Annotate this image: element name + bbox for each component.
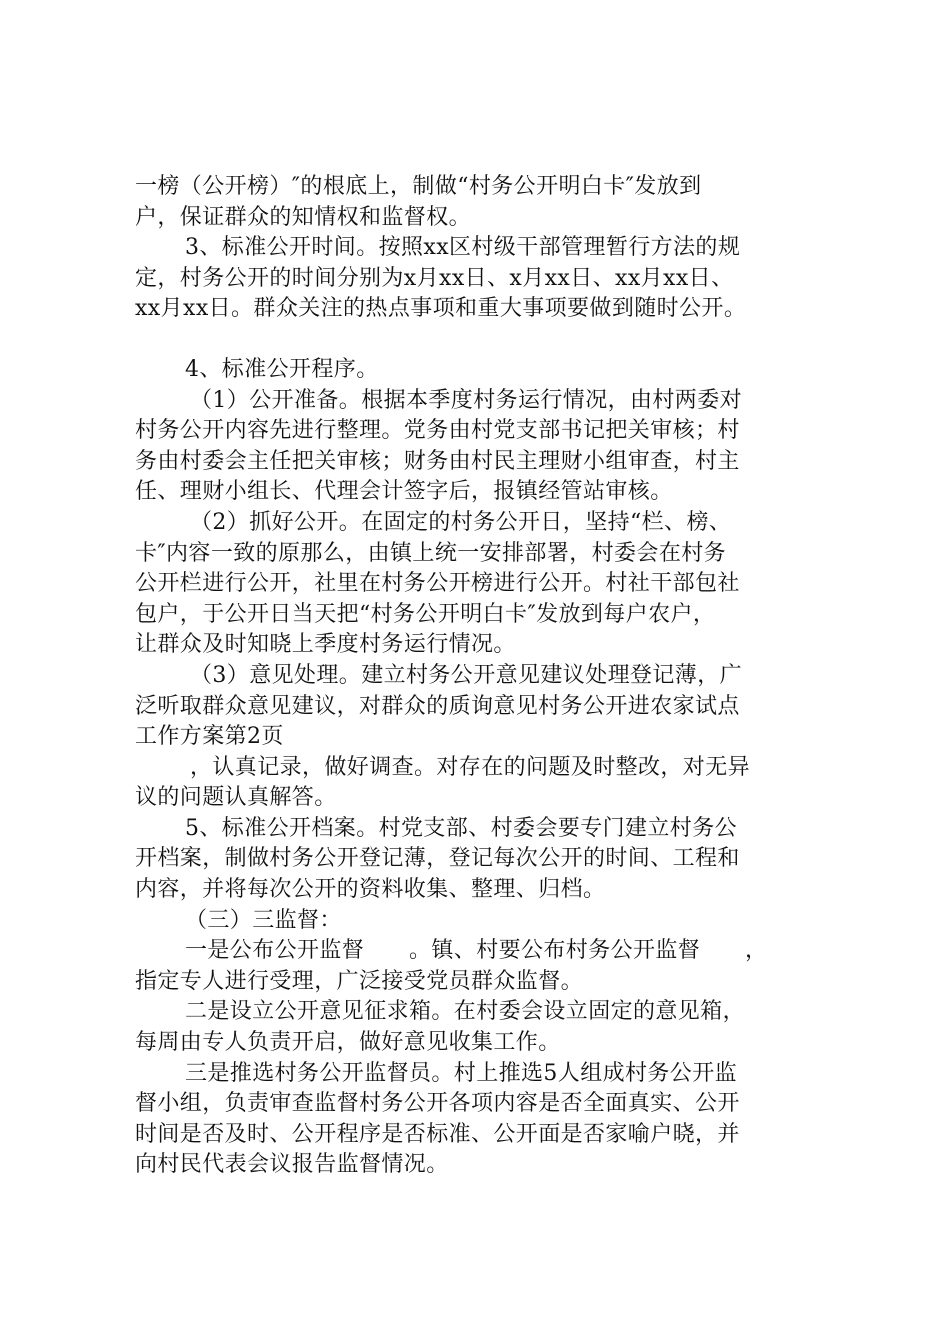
text-line: 三是推选村务公开监督员。村上推选5人组成村务公开监 [185,1060,737,1086]
text-line: 内容，并将每次公开的资料收集、整理、归档。 [135,877,606,903]
text-line: 包户，于公开日当天把“村务公开明白卡″发放到每户农户， [135,601,716,627]
text-line: 督小组，负责审查监督村务公开各项内容是否全面真实、公开 [135,1091,740,1117]
text-line: 卡″内容一致的原那么，由镇上统一安排部署，村委会在村务 [135,540,727,566]
text-line: 定，村务公开的时间分别为x月xx日、x月xx日、xx月xx日、 [135,265,734,291]
text-line: 工作方案第2页 [135,724,284,750]
paragraph-gap [135,325,835,355]
text-line: （1）公开准备。根据本季度村务运行情况，由村两委对 [190,387,742,413]
text-line: 4、标准公开程序。 [185,356,379,382]
text-line: 公开栏进行公开，社里在村务公开榜进行公开。村社干部包社 [135,571,740,597]
text-line: 指定专人进行受理，广泛接受党员群众监督。 [135,968,584,994]
text-line: （3）意见处理。建立村务公开意见建议处理登记薄，广 [190,662,742,688]
text-line: 务由村委会主任把关审核；财务由村民主理财小组审查，村主 [135,448,740,474]
text-line: 村务公开内容先进行整理。党务由村党支部书记把关审核；村 [135,418,740,444]
text-line: （三）三监督： [185,907,342,933]
document-body [135,172,835,1181]
text-line: 泛听取群众意见建议，对群众的质询意见村务公开进农家试点 [135,693,740,719]
text-line: 让群众及时知晓上季度村务运行情况。 [135,632,516,658]
text-line: 开档案，制做村务公开登记薄，登记每次公开的时间、工程和 [135,846,740,872]
text-line: 每周由专人负责开启，做好意见收集工作。 [135,1030,561,1056]
text-line: 3、标准公开时间。按照xx区村级干部管理暂行方法的规 [185,235,741,261]
text-line: ，认真记录，做好调查。对存在的问题及时整改，对无异 [190,754,751,780]
text-line: 任、理财小组长、代理会计签字后，报镇经管站审核。 [135,479,673,505]
text-line: 向村民代表会议报告监督情况。 [135,1152,449,1178]
text-line: 议的问题认真解答。 [135,785,337,811]
text-line: 户，保证群众的知情权和监督权。 [135,204,472,230]
text-line: 一是公布公开监督 。镇、村要公布村务公开监督 ， [185,938,768,964]
text-line: 一榜（公开榜）″的根底上，制做“村务公开明白卡″发放到 [135,174,702,199]
text-line: xx月xx日。群众关注的热点事项和重大事项要做到随时公开。 [135,296,747,322]
text-line: 5、标准公开档案。村党支部、村委会要专门建立村务公 [185,815,737,841]
text-line: 时间是否及时、公开程序是否标准、公开面是否家喻户晓，并 [135,1121,740,1147]
text-line: 二是设立公开意见征求箱。在村委会设立固定的意见箱， [185,999,746,1025]
text-line: （2）抓好公开。在固定的村务公开日，坚持“栏、榜、 [190,509,732,535]
